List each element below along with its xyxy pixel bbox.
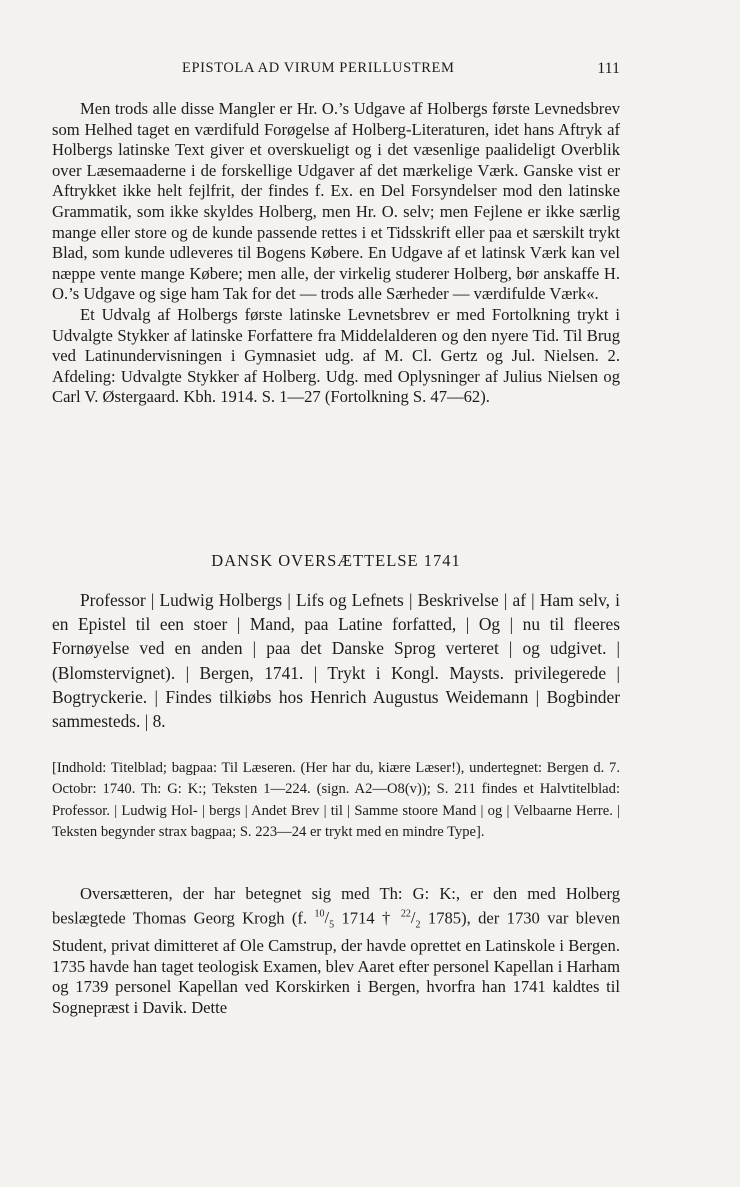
contents-note — [52, 758, 620, 843]
translator-paragraph — [52, 884, 620, 1018]
title-transcription: Professor | Ludwig Holbergs | Lifs og Lefnets | Beskrivelse | af | Ham selv, i en Epistel til een stoer | Mand, paa Latine forfatted, | Og | nu til fleeres Fornøyelse ved en anden | paa det Danske Sprog verteret | og udgivet. | (Blomstervignet). | Bergen, 1741. | Trykt i Kongl. Maysts. privilegerede | Bogtryckerie. | Findes tilkiøbs hos Henrich Augustus Weidemann | Bogbinder sammesteds. | 8. — [52, 590, 620, 732]
death-day: 22 — [400, 908, 411, 920]
translator-text — [52, 884, 620, 1018]
bibliographic-entry — [52, 588, 620, 733]
translator-text-a: Oversætteren, der har betegnet sig med Th: G: K:, er den med Holberg beslægtede Thomas Georg Krogh (f. — [52, 884, 620, 928]
birth-day: 10 — [314, 908, 325, 920]
birth-month: 5 — [329, 919, 335, 931]
running-head — [52, 60, 620, 84]
paragraph-selection-edition: Et Udvalg af Holbergs første latinske Levnetsbrev er med Fortolkning trykt i Udvalgte Stykker af latinske Forfattere fra Middelalderen og den nyere Tid. Til Brug ved Latinundervisningen i Gymnasiet udg. af M. Cl. Gertz og Jul. Nielsen. 2. Afdeling: Udvalgte Stykker af Holberg. Udg. med Oplysninger af Julius Nielsen og Carl V. Østergaard. Kbh. 1914. S. 1—27 (Fortolkning S. 47—62). — [52, 304, 620, 407]
birth-date-fraction: $^{10}/_5$ — [314, 908, 335, 931]
death-month: 2 — [415, 919, 421, 931]
translator-text-b: 1714 † — [334, 908, 401, 928]
death-date-fraction: $^{22}/_2$ — [400, 908, 421, 931]
review-text — [52, 99, 620, 408]
contents-note-text: [Indhold: Titelblad; bagpaa: Til Læseren. (Her har du, kiære Læser!), undertegnet: Bergen d. 7. Octobr: 1740. Th: G: K:; Teksten 1—224. (sign. A2—O8(v)); S. 211 findes et Halvtitelblad: Professor. | Ludwig Hol- | bergs | Andet Brev | til | Samme stoore Mand | og | Velbaarne Herre. | Teksten begynder strax bagpaa; S. 223—24 er trykt med en mindre Type]. — [52, 760, 620, 840]
paragraph-review-conclusion: Men trods alle disse Mangler er Hr. O.’s Udgave af Holbergs første Levnedsbrev som Helhed taget en værdifuld Forøgelse af Holberg-Literaturen, idet hans Aftryk af Holbergs latinske Text giver et overskueligt og i det væsenlige paalideligt Overblik over Læsemaaderne i de forskellige Udgaver af det mærkelige Værk. Ganske vist er Aftrykket ikke helt fejlfrit, der findes f. Ex. en Del Forsyndelser mod den latinske Grammatik, som ikke skyldes Holberg, men Hr. O. selv; men Fejlene er ikke særlig mange eller store og de kunde passende rettes i et Tidsskrift eller paa et særskilt trykt Blad, som kunde udleveres til Bogens Købere. En Udgave af et latinsk Værk kan vel næppe vente mange Købere; men alle, der virkelig studerer Holberg, bør anskaffe H. O.’s Udgave og sige ham Tak for det — trods alle Særheder — værdifulde Værk«. — [52, 99, 620, 304]
page-number: 111 — [597, 60, 620, 77]
translator-text-c: 1785), der 1730 var bleven Student, privat dimitteret af Ole Camstrup, der havde oprettet en Latinskole i Bergen. 1735 havde han taget teologisk Examen, blev Aaret efter personel Kapellan i Harham og 1739 personel Kapellan ved Korskirken i Bergen, hvorfra han 1741 kaldtes til Sognepræst i Davik. Dette — [52, 908, 621, 1017]
section-heading: DANSK OVERSÆTTELSE 1741 — [211, 551, 461, 570]
running-title: EPISTOLA AD VIRUM PERILLUSTREM — [182, 60, 455, 76]
